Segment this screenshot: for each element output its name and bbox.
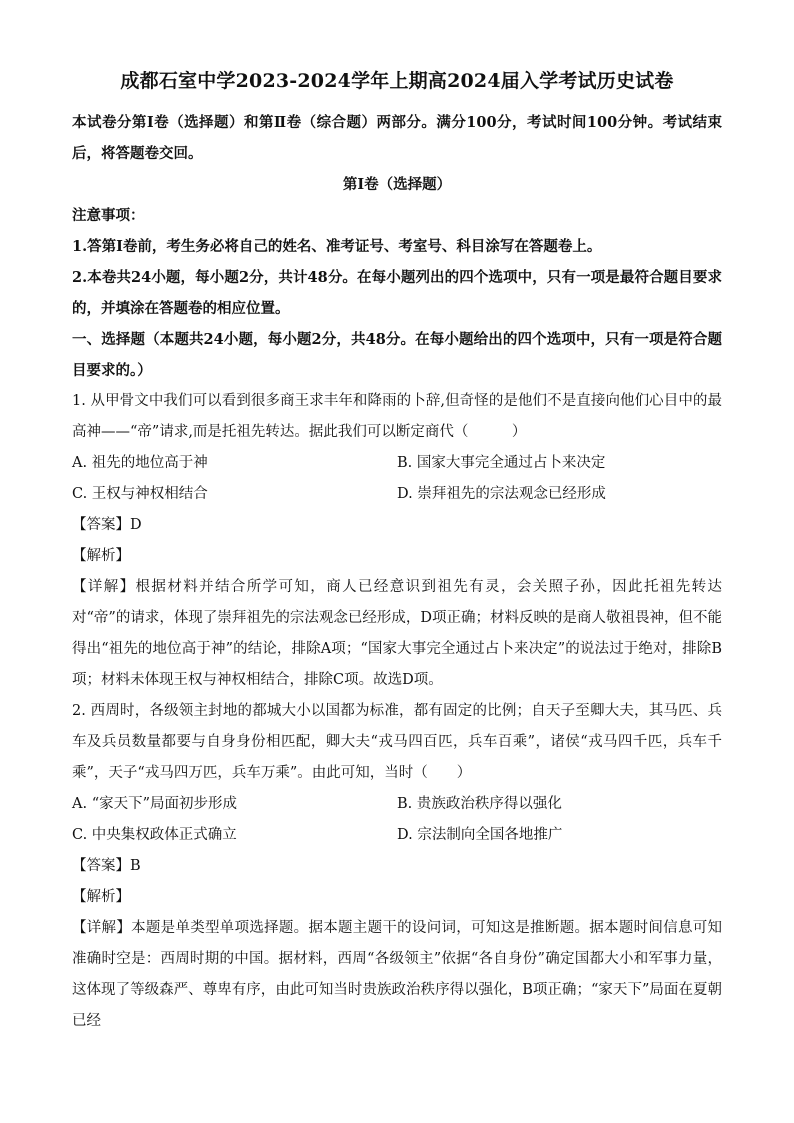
question-1-answer: 【答案】D [72, 517, 142, 533]
question-1-option-d: D. 崇拜祖先的宗法观念已经形成 [397, 486, 606, 502]
section-title: 第Ⅰ卷（选择题） [342, 176, 452, 193]
notice-item-1: 1.答第Ⅰ卷前，考生务必将自己的姓名、准考证号、考室号、科目涂写在答题卷上。 [72, 238, 602, 255]
notice-heading: 注意事项： [72, 207, 145, 224]
exam-title: 成都石室中学2023-2024学年上期高2024届入学考试历史试卷 [120, 70, 674, 92]
question-1-option-c: C. 王权与神权相结合 [72, 486, 208, 502]
question-2-detail: 【详解】本题是单类型单项选择题。据本题主题干的设问词，可知这是推断题。据本题时间信息可知准确时空是：西周时期的中国。据材料，西周“各级领主”依据“各自身份”确定国都大小和军事力量，这体现了等级森严、尊卑有序，由此可知当时贵族政治秩序得以强化，B项正确；“家天下”局面在夏朝已经 [72, 920, 722, 1029]
question-2-options-row-2 [72, 820, 722, 851]
question-1-options-row-1 [72, 448, 722, 479]
question-2-option-d: D. 宗法制向全国各地推广 [397, 827, 563, 843]
part-heading: 一、选择题（本题共24小题，每小题2分，共48分。在每小题给出的四个选项中，只有一项是符合题目要求的。） [72, 331, 722, 379]
question-2-options-row-1 [72, 789, 722, 820]
question-2-answer: 【答案】B [72, 858, 141, 874]
exam-page [72, 66, 722, 1037]
question-1-stem: 1. 从甲骨文中我们可以看到很多商王求丰年和降雨的卜辞,但奇怪的是他们不是直接向他们心目中的最高神——“帝”请求,而是托祖先转达。据此我们可以断定商代（ ） [72, 393, 722, 440]
question-1-option-b: B. 国家大事完全通过占卜来决定 [397, 455, 606, 471]
question-1-detail: 【详解】根据材料并结合所学可知，商人已经意识到祖先有灵，会关照子孙，因此托祖先转达对“帝”的请求，体现了崇拜祖先的宗法观念已经形成，D项正确；材料反映的是商人敬祖畏神，但不能得出“祖先的地位高于神”的结论，排除A项；“国家大事完全通过占卜来决定”的说法过于绝对，排除B项；材料未体现王权与神权相结合，排除C项。故选D项。 [72, 579, 722, 688]
question-1-options-row-2 [72, 479, 722, 510]
exam-intro: 本试卷分第Ⅰ卷（选择题）和第Ⅱ卷（综合题）两部分。满分100分，考试时间100分钟。考试结束后，将答题卷交回。 [72, 114, 722, 162]
notice-item-2: 2.本卷共24小题，每小题2分，共计48分。在每小题列出的四个选项中，只有一项是最符合题目要求的，并填涂在答题卷的相应位置。 [72, 269, 722, 317]
question-1-option-a: A. 祖先的地位高于神 [72, 455, 208, 471]
question-2-option-a: A. “家天下”局面初步形成 [72, 796, 238, 812]
question-1-analysis-label: 【解析】 [72, 548, 130, 564]
question-2-option-c: C. 中央集权政体正式确立 [72, 827, 237, 843]
question-2-analysis-label: 【解析】 [72, 889, 130, 905]
question-2-option-b: B. 贵族政治秩序得以强化 [397, 796, 562, 812]
question-2-stem: 2. 西周时，各级领主封地的都城大小以国都为标准，都有固定的比例；自天子至卿大夫，其马匹、兵车及兵员数量都要与自身身份相匹配，卿大夫“戎马四百匹，兵车百乘”，诸侯“戎马四千匹，兵车千乘”，天子“戎马四万匹，兵车万乘”。由此可知，当时（ ） [72, 703, 722, 781]
